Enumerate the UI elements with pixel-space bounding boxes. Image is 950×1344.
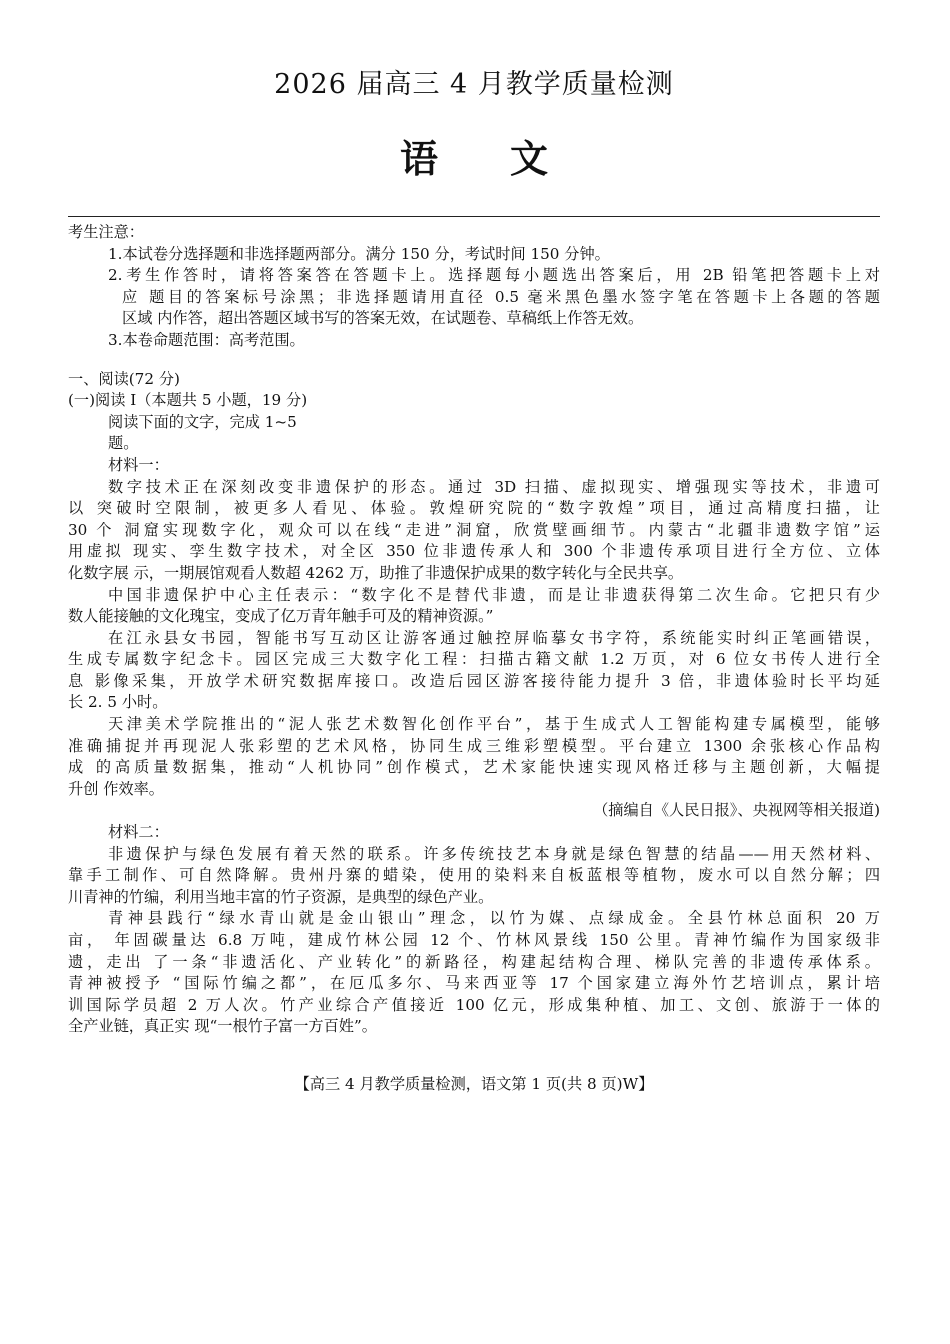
- material-one-source: （摘编自《人民日报》、央视网等相关报道): [593, 801, 880, 820]
- material-one-line: 升创 作效率。: [68, 779, 164, 798]
- material-one-line: 在江永县女书园，智能书写互动区让游客通过触控屏临摹女书字符，系统能实时纠正笔画错误，: [108, 628, 880, 647]
- notice-heading: 考生注意：: [68, 223, 144, 241]
- material-one-line: 30 个 洞窟实现数字化，观众可以在线“走进”洞窟，欣赏壁画细节。内蒙古“北疆非遗数字馆”运: [68, 520, 880, 539]
- material-one-line: 数字技术正在深刻改变非遗保护的形态。通过 3D 扫描、虚拟现实、增强现实等技术，非遗可: [108, 477, 880, 496]
- subject-title: 语文: [399, 136, 620, 181]
- exam-title: 2026 届高三 4 月教学质量检测: [274, 69, 674, 100]
- material-one-line: 以 突破时空限制，被更多人看见、体验。敦煌研究院的“数字敦煌”项目，通过高精度扫描，让: [68, 499, 880, 518]
- notice-item: 2.考生作答时，请将答案答在答题卡上。选择题每小题选出答案后，用 2B 铅笔把答题卡上对: [108, 266, 880, 285]
- material-one-label: 材料一：: [108, 455, 169, 474]
- notice-item: 3.本卷命题范围：高考范围。: [108, 330, 305, 349]
- material-two-line: 亩， 年固碳量达 6.8 万吨，建成竹林公园 12 个、竹林风景线 150 公里。青神竹编作为国家级非: [68, 931, 880, 949]
- header-divider: [68, 216, 880, 217]
- material-two-line: 全产业链，真正实 现“一根竹子富一方百姓”。: [68, 1017, 377, 1036]
- spacer: [68, 352, 880, 369]
- material-one-line: 准确捕捉并再现泥人张彩塑的艺术风格，协同生成三维彩塑模型。平台建立 1300 余张核心作品构: [68, 736, 880, 755]
- instruction-line: 阅读下面的文字，完成 1~5: [108, 412, 297, 431]
- instruction-line: 题。: [108, 434, 139, 453]
- material-one-line: 数人能接触的文化瑰宝，变成了亿万青年触手可及的精神资源。”: [68, 607, 494, 626]
- material-two-line: 遗，走出 了一条“非遗活化、产业转化”的新路径，构建起结构合理、梯队完善的非遗传承体系。: [68, 952, 880, 971]
- material-two-line: 非遗保护与绿色发展有着天然的联系。许多传统技艺本身就是绿色智慧的结晶——用天然材料、: [108, 844, 880, 863]
- page-footer: 【高三 4 月教学质量检测，语文第 1 页(共 8 页)W】: [294, 1075, 654, 1093]
- material-two-line: 川青神的竹编，利用当地丰富的竹子资源，是典型的绿色产业。: [68, 887, 494, 906]
- exam-body: [68, 222, 880, 1038]
- sub-section-heading: (一)阅读 I（本题共 5 小题，19 分): [68, 391, 308, 410]
- material-one-line: 成 的高质量数据集，推动“人机协同”创作模式，艺术家能快速实现风格迁移与主题创新，大幅提: [68, 758, 880, 777]
- notice-item: 区域 内作答，超出答题区域书写的答案无效，在试题卷、草稿纸上作答无效。: [122, 309, 644, 328]
- notice-item: 1.本试卷分选择题和非选择题两部分。满分 150 分，考试时间 150 分钟。: [108, 244, 610, 263]
- material-one-line: 长 2. 5 小时。: [68, 693, 168, 712]
- material-two-line: 青神被授予 “国际竹编之都”，在厄瓜多尔、马来西亚等 17 个国家建立海外竹艺培训点，累计培: [68, 974, 880, 993]
- notice-item: 应 题目的答案标号涂黑；非选择题请用直径 0.5 毫米黑色墨水签字笔在答题卡上各题的答题: [122, 287, 880, 306]
- material-two-line: 训国际学员超 2 万人次。竹产业综合产值接近 100 亿元，形成集种植、加工、文创、旅游于一体的: [68, 995, 880, 1014]
- material-one-line: 用虚拟 现实、孪生数字技术，对全区 350 位非遗传承人和 300 个非遗传承项目进行全方位、立体: [68, 542, 880, 561]
- material-one-line: 生成专属数字纪念卡。园区完成三大数字化工程：扫描古籍文献 1.2 万页，对 6 位女书传人进行全: [68, 650, 880, 669]
- material-two-line: 青神县践行“绿水青山就是金山银山”理念，以竹为媒、点绿成金。全县竹林总面积 20 万: [108, 909, 880, 928]
- material-two-line: 靠手工制作、可自然降解。贵州丹寨的蜡染，使用的染料来自板蓝根等植物，废水可以自然分解；四: [68, 866, 880, 885]
- section-heading: 一、阅读(72 分): [68, 369, 180, 388]
- material-one-line: 化数字展 示，一期展馆观看人数超 4262 万，助推了非遗保护成果的数字转化与全民共享。: [68, 563, 684, 582]
- material-one-line: 天津美术学院推出的“泥人张艺术数智化创作平台”，基于生成式人工智能构建专属模型，能够: [108, 715, 880, 734]
- material-one-line: 息 影像采集，开放学术研究数据库接口。改造后园区游客接待能力提升 3 倍，非遗体验时长平均延: [68, 671, 880, 690]
- material-two-label: 材料二：: [108, 823, 169, 842]
- material-one-line: 中国非遗保护中心主任表示：“数字化不是替代非遗，而是让非遗获得第二次生命。它把只有少: [108, 585, 880, 604]
